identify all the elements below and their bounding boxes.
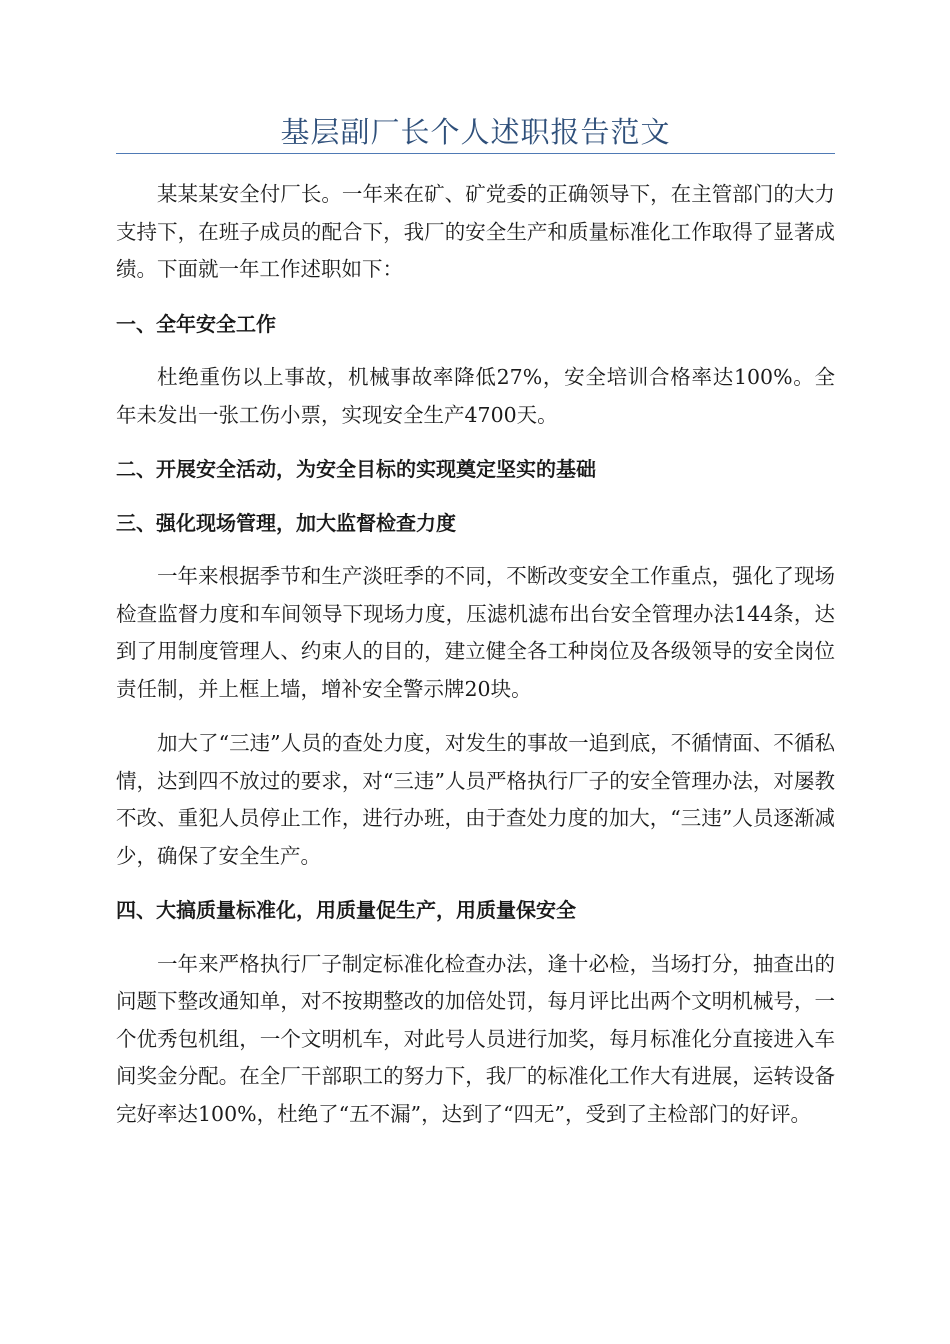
- section-4-paragraph: 一年来严格执行厂子制定标准化检查办法，逢十必检，当场打分，抽查出的问题下整改通知单，对不按期整改的加倍处罚，每月评比出两个文明机械号，一个优秀包机组，一个文明机车，对此号人员进行加奖，每月标准化分直接进入车间奖金分配。在全厂干部职工的努力下，我厂的标准化工作大有进展，运转设备完好率达100%，杜绝了“五不漏”，达到了“四无”，受到了主检部门的好评。: [116, 951, 835, 1126]
- section-2-heading: 二、开展安全活动，为安全目标的实现奠定坚实的基础: [116, 457, 596, 481]
- section-3-paragraph-1: 一年来根据季节和生产淡旺季的不同，不断改变安全工作重点，强化了现场检查监督力度和车间领导下现场力度，压滤机滤布出台安全管理办法144条，达到了用制度管理人、约束人的目的，建立健全各工种岗位及各级领导的安全岗位责任制，并上框上墙，增补安全警示牌20块。: [116, 564, 835, 701]
- title-underline: [116, 153, 835, 154]
- section-3-paragraph-2: 加大了“三违”人员的查处力度，对发生的事故一追到底，不循情面、不循私情，达到四不放过的要求，对“三违”人员严格执行厂子的安全管理办法，对屡教不改、重犯人员停止工作，进行办班，由于查处力度的加大，“三违”人员逐渐减少，确保了安全生产。: [116, 731, 835, 868]
- intro-paragraph: 某某某安全付厂长。一年来在矿、矿党委的正确领导下，在主管部门的大力支持下，在班子成员的配合下，我厂的安全生产和质量标准化工作取得了显著成绩。下面就一年工作述职如下：: [116, 182, 835, 281]
- section-1-heading: 一、全年安全工作: [116, 311, 276, 336]
- document-body: [116, 176, 835, 1133]
- section-4-heading: 四、大搞质量标准化，用质量促生产，用质量保安全: [116, 898, 576, 922]
- section-3-heading: 三、强化现场管理，加大监督检查力度: [116, 510, 456, 535]
- section-1-paragraph: 杜绝重伤以上事故，机械事故率降低27%，安全培训合格率达100%。全年未发出一张工伤小票，实现安全生产4700天。: [116, 365, 835, 427]
- document-title: 基层副厂长个人述职报告范文: [280, 115, 671, 149]
